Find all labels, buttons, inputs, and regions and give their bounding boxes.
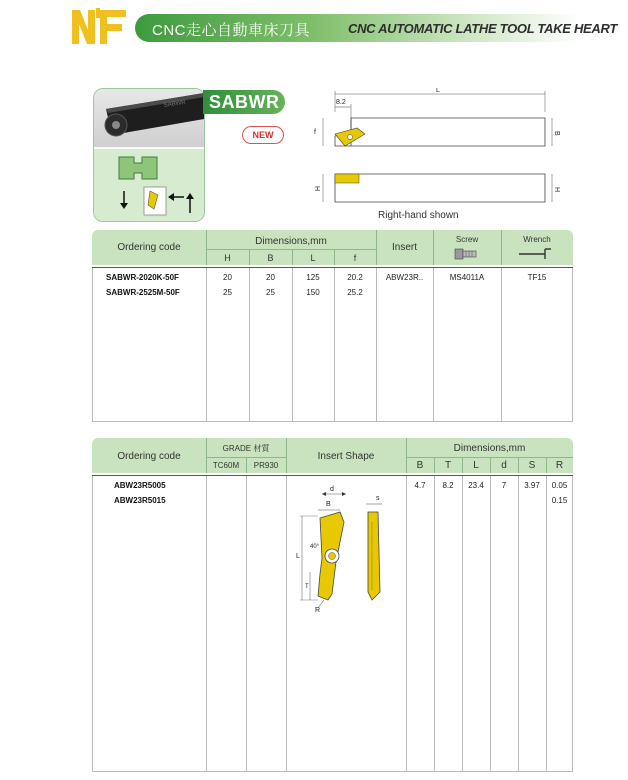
shape-T-label: T [305, 584, 309, 590]
shape-B-label: B [326, 501, 331, 508]
header-insert-shape: Insert Shape [317, 451, 375, 462]
header-dim-d: d [501, 460, 507, 471]
header-insert: Insert [391, 242, 417, 253]
header-dim-B: B [267, 253, 274, 263]
tool-photo [94, 89, 204, 147]
holder-row-2-code: SABWR-2525M-50F [106, 288, 180, 297]
shape-L-label: L [296, 553, 300, 560]
product-image-card [93, 88, 205, 222]
tool-diagram-panel [94, 149, 204, 221]
shape-d-label: d [330, 486, 334, 493]
drawing-caption: Right-hand shown [378, 210, 459, 221]
header-dim-L-2: L [473, 460, 479, 471]
dim-H-right-label: H [553, 187, 560, 193]
header-grade: GRADE 材質 [222, 444, 270, 453]
header-dim-R: R [555, 460, 564, 471]
dim-B-label: B [553, 131, 560, 136]
photo-engraving: SABWR [163, 99, 187, 109]
holder-row-1-H: 20 [223, 273, 232, 282]
screw-icon [454, 248, 478, 260]
holder-row-2-L: 150 [306, 288, 320, 297]
header-dimensions-2: Dimensions,mm [453, 443, 526, 454]
insert-row-2-code: ABW23R5015 [114, 496, 166, 505]
dim-f-label: f [314, 129, 316, 136]
dim-L-label: L [436, 88, 440, 94]
holder-row-1-L: 125 [306, 273, 320, 282]
header-chinese-title: CNC走心自動車床刀具 [152, 22, 310, 39]
insert-row-1-d: 7 [501, 481, 507, 490]
shape-angle-label: 40° [310, 544, 320, 550]
header-screw: Screw [455, 235, 479, 244]
insert-row-1-R: 0.05 [551, 481, 568, 490]
insert-shape-drawing [288, 482, 404, 632]
header-english-title: CNC AUTOMATIC LATHE TOOL TAKE HEART [348, 21, 617, 36]
shape-s-label: s [376, 495, 380, 502]
holder-row-2-H: 25 [223, 288, 232, 297]
holder-row-1-wrench: TF15 [527, 273, 547, 282]
brand-logo-icon [70, 8, 128, 46]
dim-H-left-label: H [313, 186, 320, 192]
insert-row-1-T: 8.2 [442, 481, 454, 490]
header-ordering-code-2: Ordering code [117, 451, 181, 462]
holder-row-1-f: 20.2 [347, 273, 363, 282]
insert-row-1-B: 4.7 [414, 481, 426, 490]
insert-table [92, 438, 573, 772]
holder-drawing [305, 88, 565, 208]
dim-8-2-label: 8.2 [336, 99, 346, 106]
header-dim-B-2: B [416, 460, 424, 471]
holder-row-1-insert: ABW23R.. [385, 273, 424, 282]
header-dim-L: L [310, 253, 316, 263]
header-grade-pr930: PR930 [253, 461, 279, 470]
header-ordering-code: Ordering code [117, 242, 181, 253]
insert-row-2-R: 0.15 [551, 496, 568, 505]
header-dim-S: S [528, 460, 536, 471]
holder-row-2-f: 25.2 [347, 288, 363, 297]
header-dim-T: T [444, 460, 452, 471]
shape-R-label: R [315, 607, 321, 614]
holder-row-2-B: 25 [266, 288, 275, 297]
insert-row-1-L: 23.4 [468, 481, 484, 490]
insert-row-1-code: ABW23R5005 [114, 481, 166, 490]
holder-row-1-B: 20 [266, 273, 275, 282]
wrench-icon [517, 247, 553, 261]
header-dimensions: Dimensions,mm [255, 236, 327, 247]
holder-row-1-screw: MS4011A [449, 273, 485, 282]
header-wrench: Wrench [523, 235, 551, 244]
holder-row-1-code: SABWR-2020K-50F [106, 273, 179, 282]
header-grade-tc60m: TC60M [212, 461, 240, 470]
header-dim-f: f [353, 253, 357, 263]
header-dim-H: H [224, 253, 231, 263]
new-badge: NEW [242, 126, 284, 144]
holder-table [92, 230, 573, 422]
insert-row-1-S: 3.97 [524, 481, 540, 490]
model-title: SABWR [209, 92, 280, 112]
